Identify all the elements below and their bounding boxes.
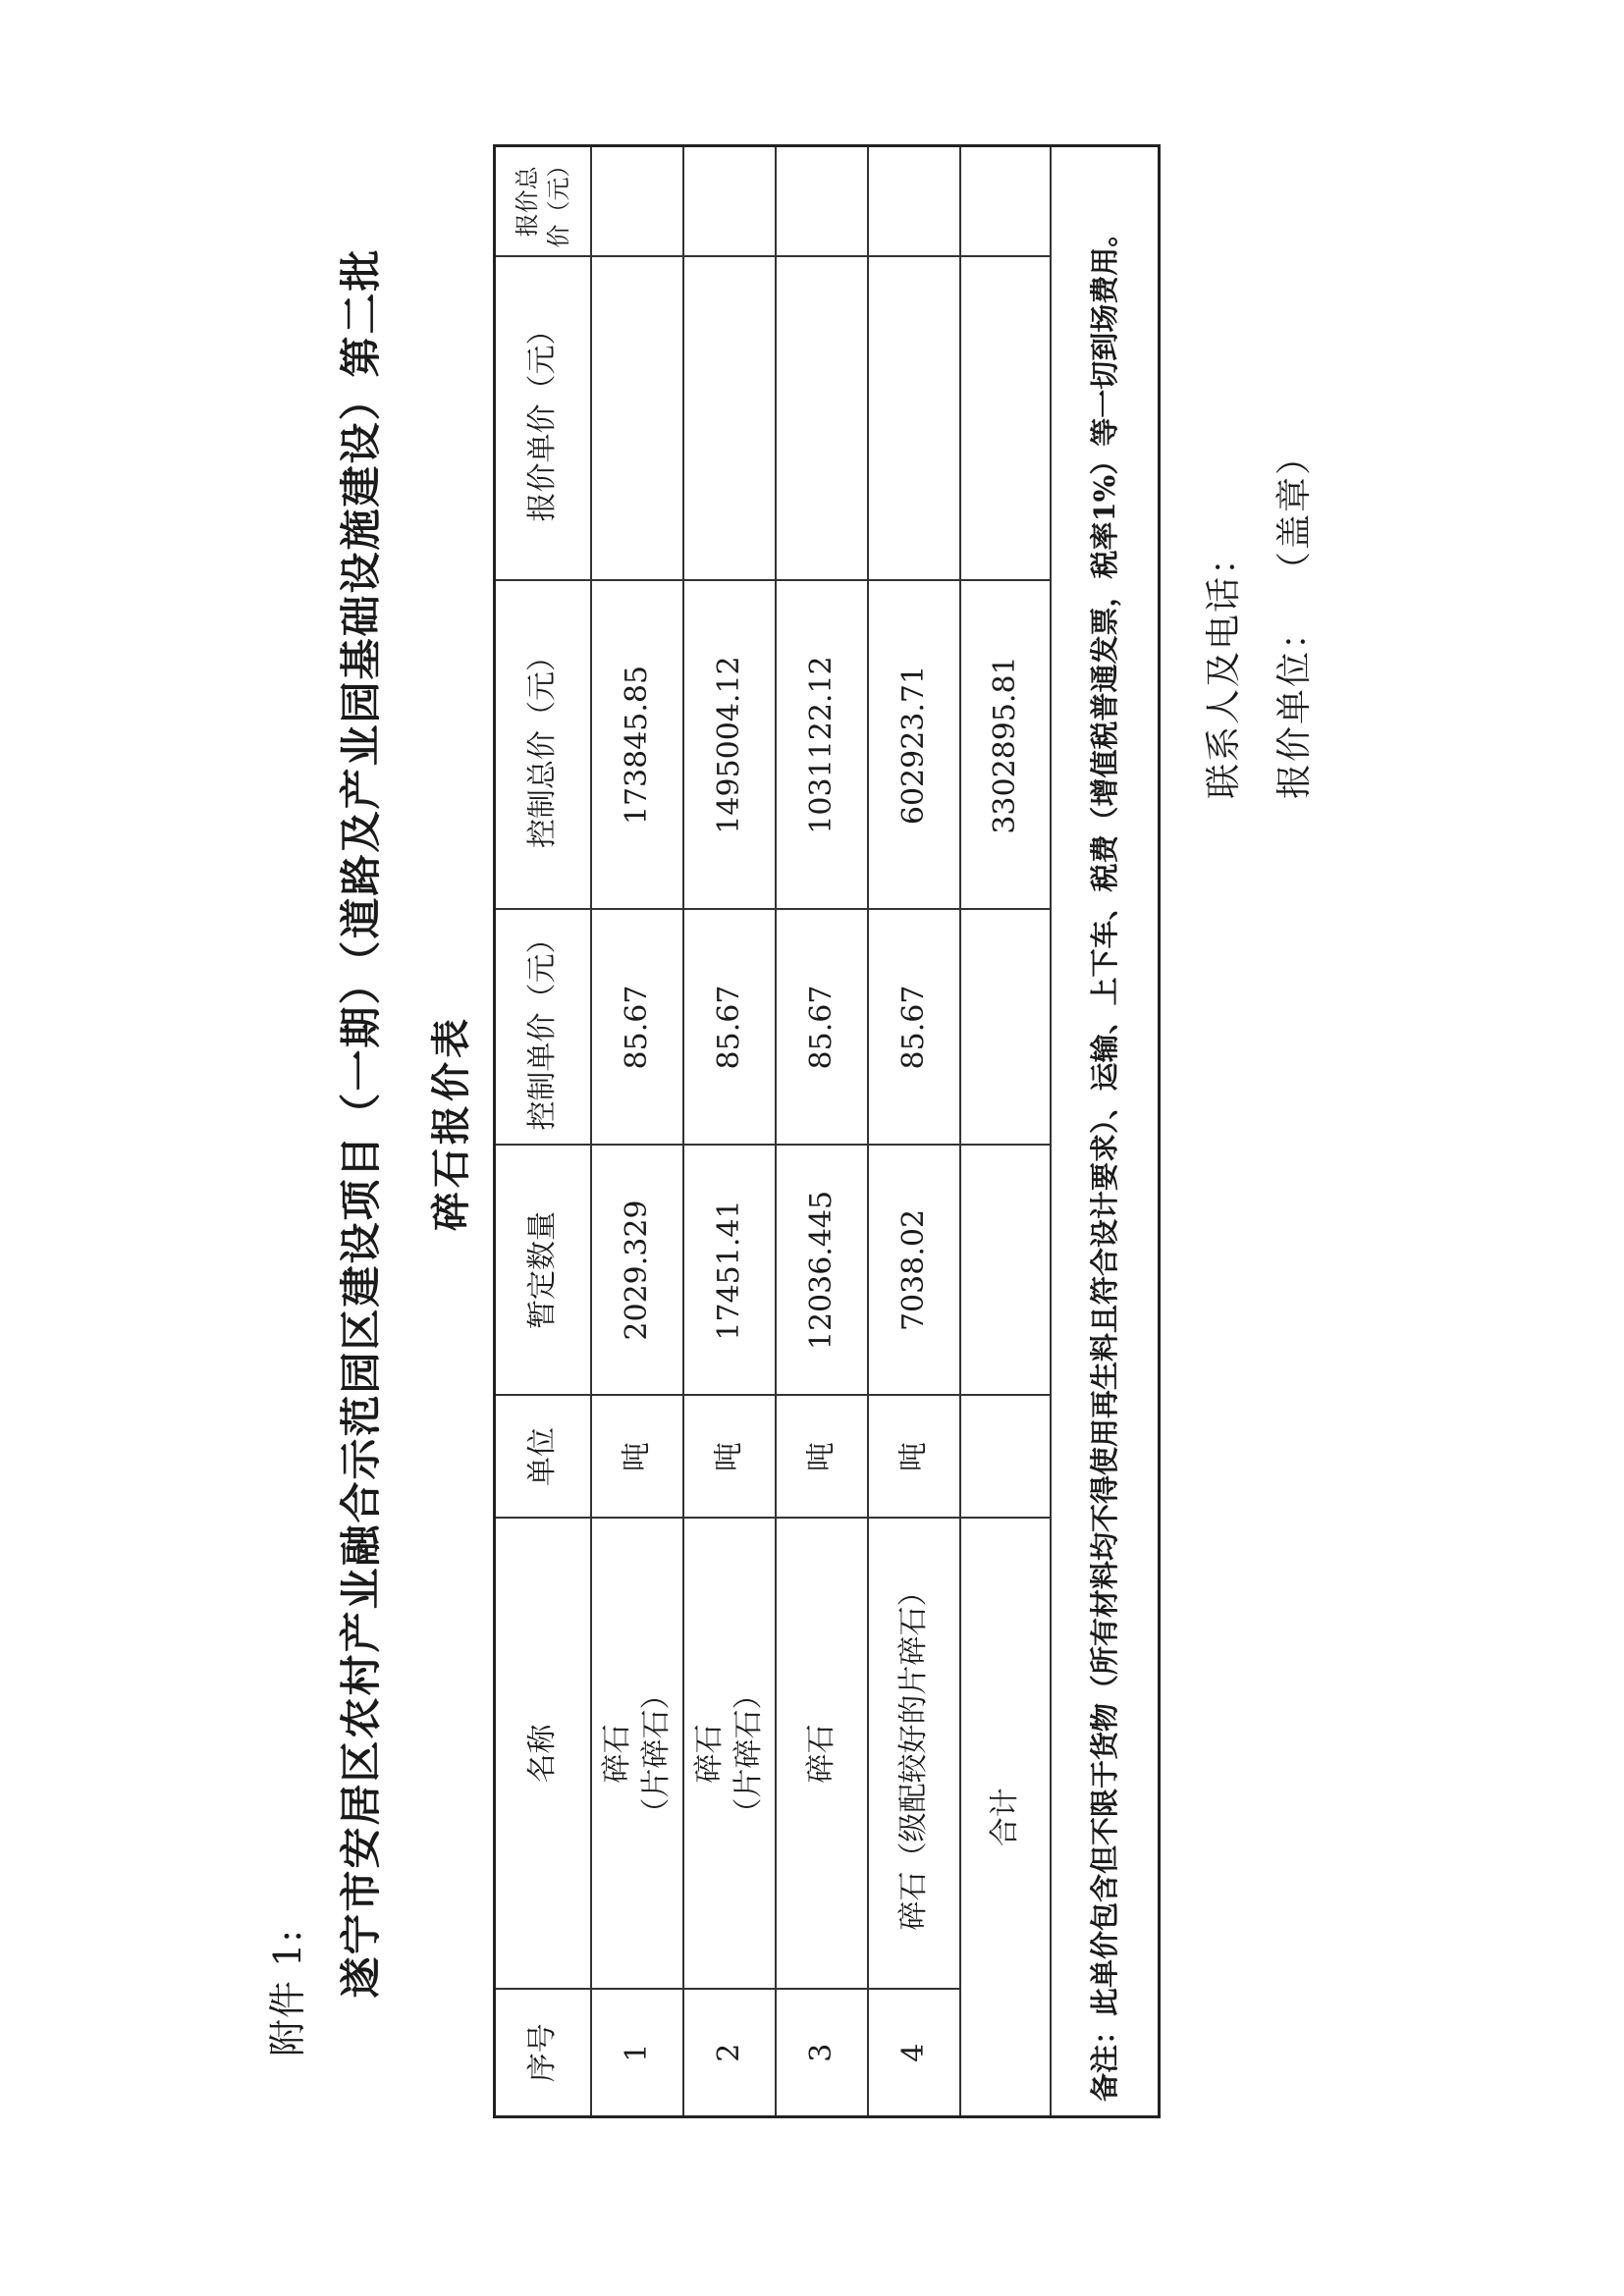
table-title: 碎石报价表: [428, 1015, 474, 1231]
document-title: 遂宁市安居区农村产业融合示范园区建设项目（一期）（道路及产业园基础设施建设）第二批: [337, 247, 385, 1999]
table-row: [776, 146, 868, 2117]
quoter-line: [1267, 438, 1317, 799]
seal-label: （盖章）: [1274, 437, 1315, 569]
header-ctrl-unit-price: 控制单价（元）: [495, 910, 592, 1146]
cell-qty: 12036.445: [776, 1146, 868, 1396]
cell-quote-unit-price: [683, 257, 776, 581]
cell-ctrl-unit-price: 85.67: [591, 910, 683, 1146]
contact-label: 联系人及电话：: [1204, 537, 1244, 799]
cell-quote-unit-price: [591, 257, 683, 581]
header-qty: 暂定数量: [495, 1146, 592, 1396]
cell-ctrl-total: 1495004.12: [683, 581, 776, 910]
cell-ctrl-total: 173845.85: [591, 581, 683, 910]
cell-ctrl-total: 602923.71: [868, 581, 960, 910]
cell-name-main: 碎石: [691, 1724, 727, 1784]
cell-quote-unit-price: [868, 257, 960, 581]
cell-seq: 2: [683, 1990, 776, 2117]
total-label: 合计: [960, 1519, 1051, 2117]
cell-name-main: 碎石（级配较好的片碎石）: [895, 1576, 931, 1931]
cell-seq: 1: [591, 1990, 683, 2117]
cell-qty: 7038.02: [868, 1146, 960, 1396]
cell-unit: 吨: [776, 1396, 868, 1519]
total-row: [960, 146, 1051, 2117]
cell-name: [776, 1519, 868, 1990]
table-row: [683, 146, 776, 2117]
cell-seq: 3: [776, 1990, 868, 2117]
header-name: 名称: [495, 1519, 592, 1990]
note-row: [1051, 146, 1160, 2117]
cell-ctrl-unit-price: 85.67: [776, 910, 868, 1146]
cell-unit: 吨: [591, 1396, 683, 1519]
cell-name: [683, 1519, 776, 1990]
quoter-label: 报价单位：: [1274, 612, 1315, 799]
cell-qty: 2029.329: [591, 1146, 683, 1396]
total-quote-total: [960, 146, 1051, 257]
table-header: [495, 146, 592, 2117]
attachment-label: 附件 1:: [266, 1928, 309, 2056]
cell-quote-total: [591, 146, 683, 257]
cell-name-sub: （片碎石）: [731, 1680, 766, 1828]
total-qty-empty: [960, 1146, 1051, 1396]
table-row: [591, 146, 683, 2117]
cell-name-main: 碎石: [599, 1724, 634, 1784]
header-quote-total: 报价总价（元）: [495, 146, 592, 257]
total-ctrl-total: 3302895.81: [960, 581, 1051, 910]
cell-name-sub: （片碎石）: [639, 1680, 674, 1828]
header-ctrl-total: 控制总价（元）: [495, 581, 592, 910]
cell-unit: 吨: [868, 1396, 960, 1519]
cell-ctrl-unit-price: 85.67: [683, 910, 776, 1146]
table-row: [868, 146, 960, 2117]
cell-quote-unit-price: [776, 257, 868, 581]
quote-table: [493, 144, 1161, 2118]
header-unit: 单位: [495, 1396, 592, 1519]
note-text: 备注：此单价包含但不限于货物（所有材料均不得使用再生料且符合设计要求）、运输、上下车、税费（增值税普通发票，税率1%）等一切到场费用。: [1051, 146, 1160, 2117]
total-quote-unit-price: [960, 257, 1051, 581]
cell-name: [868, 1519, 960, 1990]
header-quote-unit-price: 报价单价（元）: [495, 257, 592, 581]
header-seq: 序号: [495, 1990, 592, 2117]
cell-quote-total: [683, 146, 776, 257]
cell-quote-total: [868, 146, 960, 257]
cell-ctrl-unit-price: 85.67: [868, 910, 960, 1146]
cell-ctrl-total: 1031122.12: [776, 581, 868, 910]
total-unit-empty: [960, 1396, 1051, 1519]
cell-name-main: 碎石: [803, 1724, 839, 1784]
cell-name: [591, 1519, 683, 1990]
cell-quote-total: [776, 146, 868, 257]
cell-qty: 17451.41: [683, 1146, 776, 1396]
cell-seq: 4: [868, 1990, 960, 2117]
total-ctrl-unit-price-empty: [960, 910, 1051, 1146]
cell-unit: 吨: [683, 1396, 776, 1519]
